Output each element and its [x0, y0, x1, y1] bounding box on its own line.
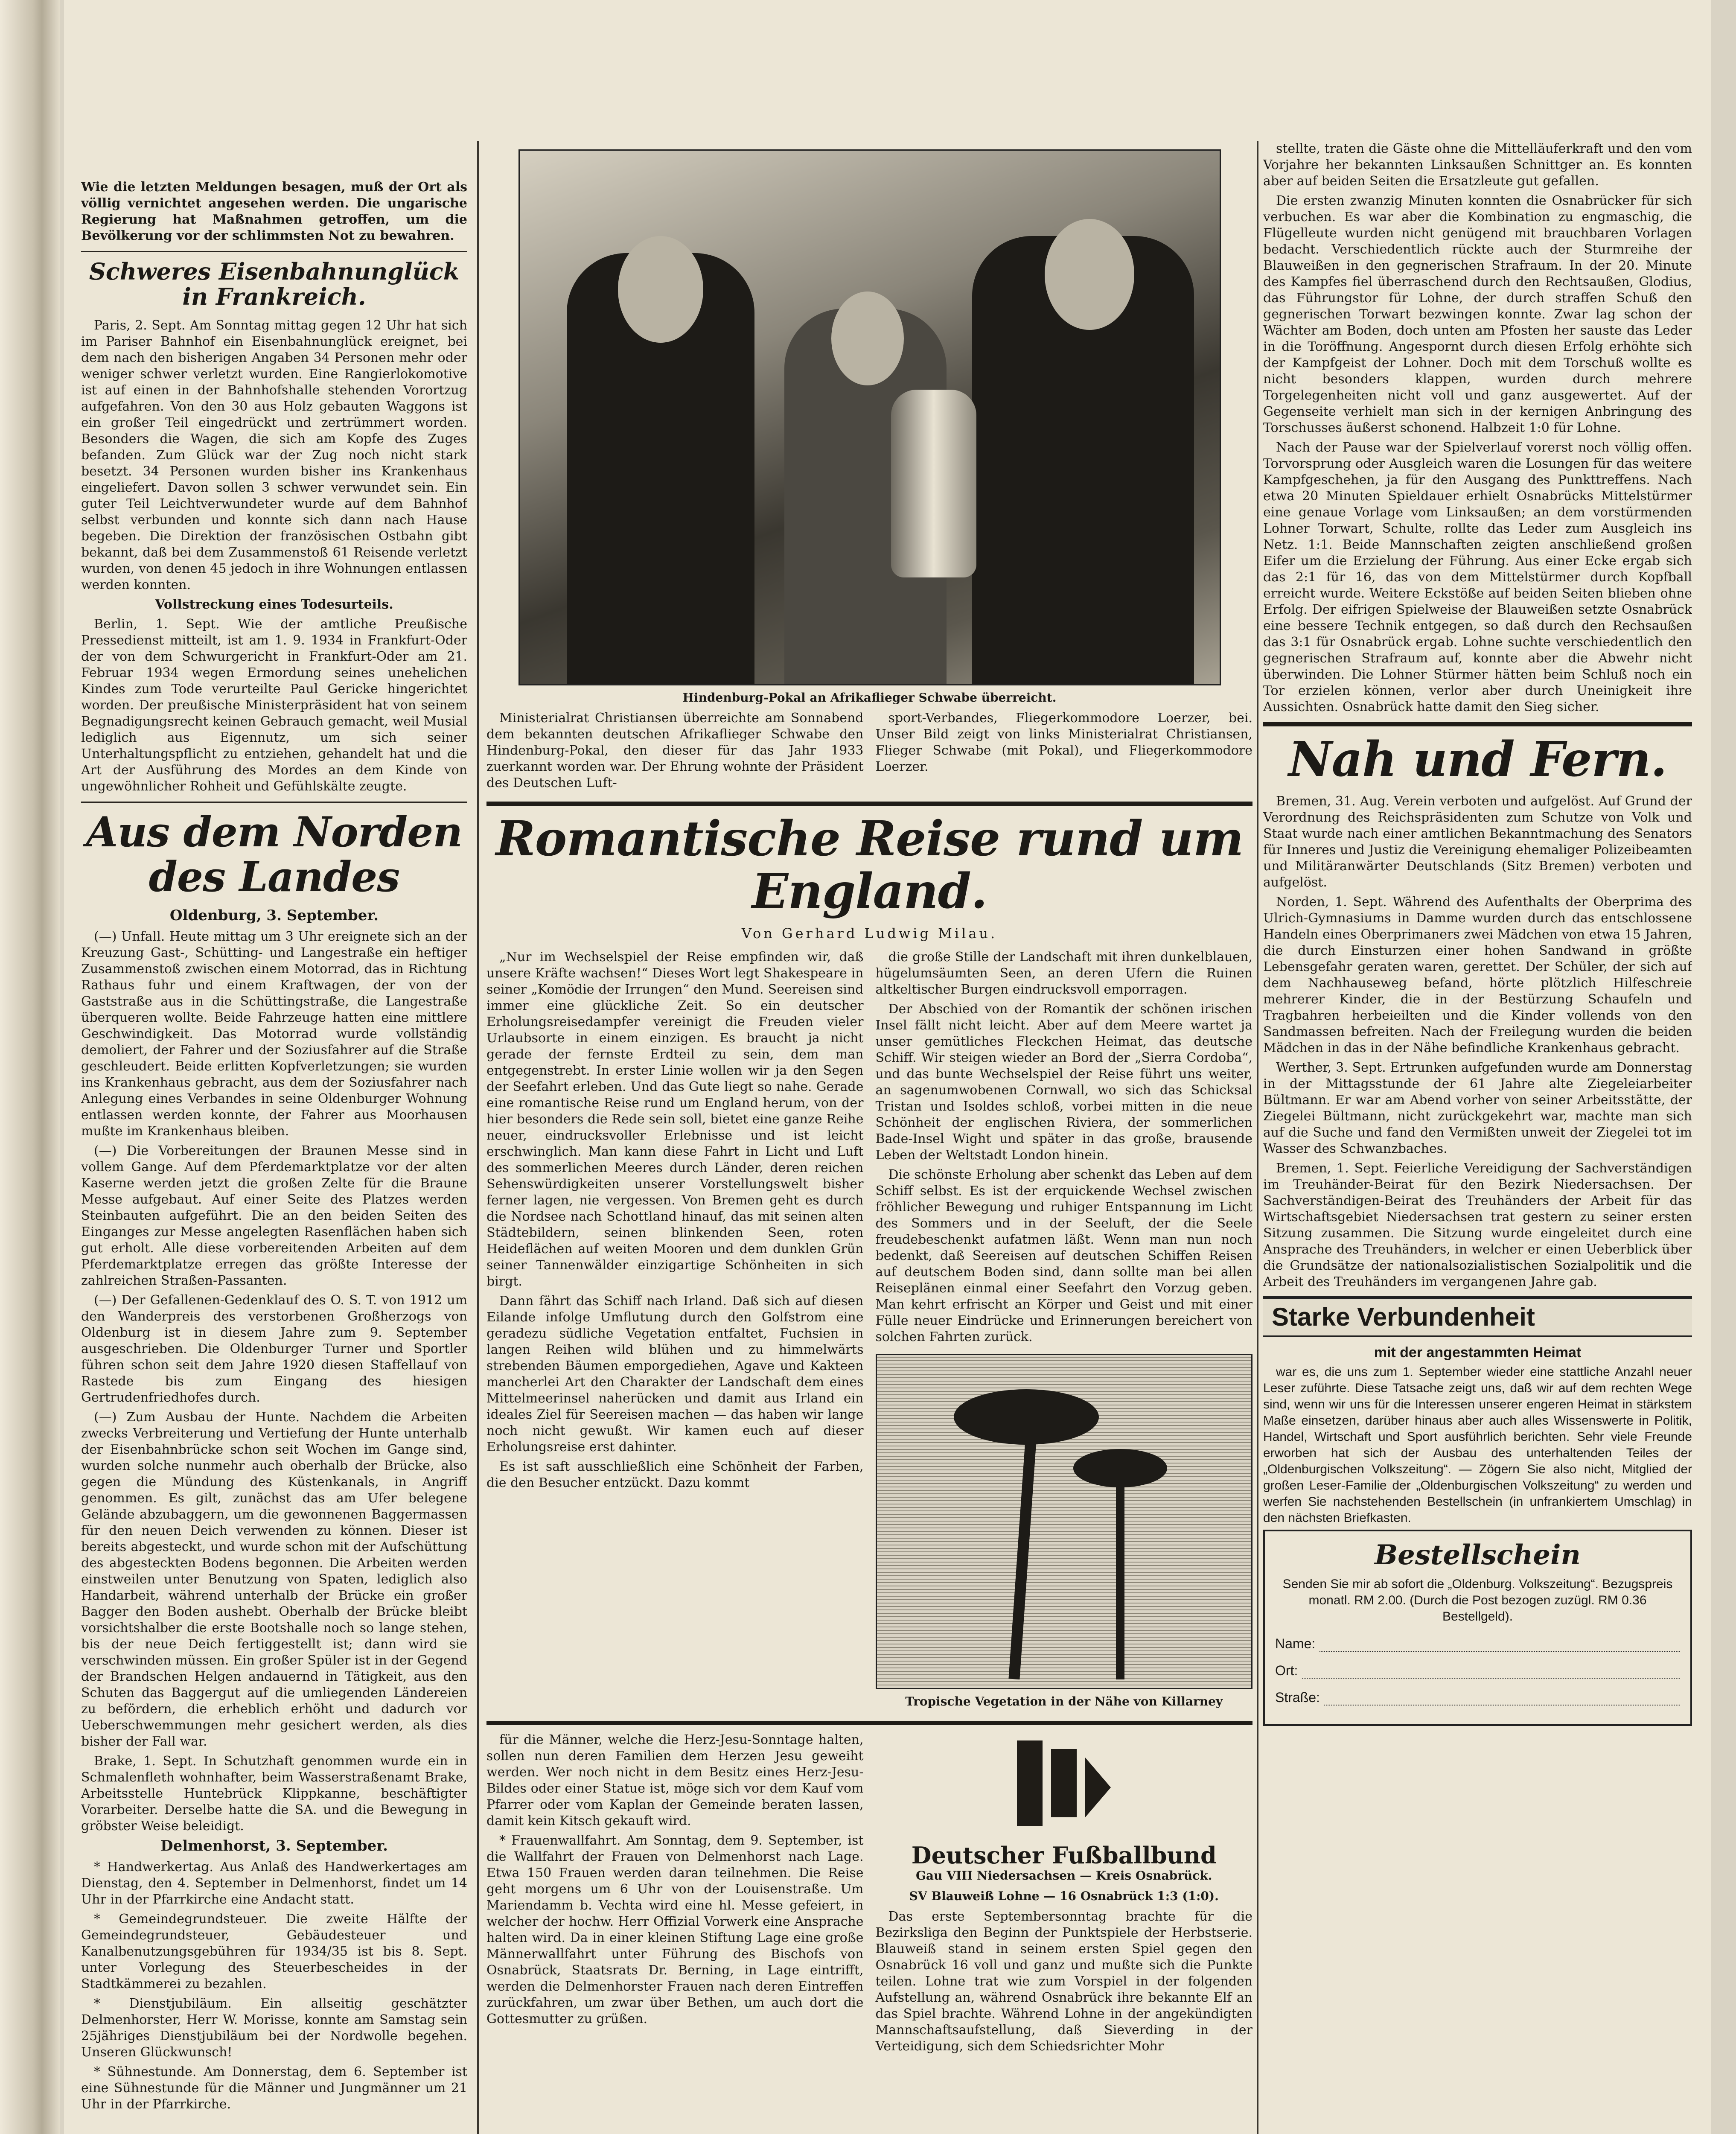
article-paragraph: Bremen, 1. Sept. Feierliche Vereidigung der Sachverständigen im Treuhänder-Beirat für den Bezirk Niedersachsen. Der Sachverständigen-Beirat des Treuhänders der Arbeit für das Wirtschaftsgebiet Niedersachsen trat gestern zu seiner ersten Sitzung zusammen. Die Sitzung wurde eingeleitet durch eine Ansprache des Treuhänders, in welcher er einen Ueberblick über die Grundsätze der nationalsozialistischen Sozialpolitik und die Arbeit des Treuhänders im vergangenen Jahre gab.	[1263, 1161, 1692, 1290]
palm-crown	[1073, 1449, 1167, 1487]
article-paragraph: * Dienstjubiläum. Ein allseitig geschätzter Delmenhorster, Herr W. Morisse, konnte am Samstag sein 25jähriges Dienstjubiläum bei der Nordwolle begehen. Unseren Glückwunsch!	[81, 1996, 467, 2060]
book-binding-edge	[0, 0, 60, 2134]
column-rule	[1257, 141, 1258, 2134]
photo-text-left: Ministerialrat Christiansen überreichte am Sonnabend dem bekannten deutschen Afrikaflieger Schwabe den Hindenburg-Pokal, den dieser für das Jahr 1933 zuerkannt worden war. Der Ehrung wohnte der Präsident des Deutschen Luft-	[486, 711, 864, 790]
ad-text: war es, die uns zum 1. September wieder eine stattliche Anzahl neuer Leser zuführte. Diese Tatsache zeigt uns, daß wir auf dem rechten Wege sind, wenn wir uns für die Interessen unserer engeren Heimat in stärkstem Maße einsetzen, darüber hinaus aber auch alles Wissenswerte in Politik, Handel, Wirtschaft und Sport ausführlich berichten. Sehr viele Freunde erworben hat sich der Ausbau des unterhaltenden Teiles der „Oldenburgischen Volkszeitung“. — Zögern Sie also nicht, Mitglied der großen Leser-Familie der „Oldenburgischen Volkszeitung“ zu werden und werfen Sie nachstehenden Bestellschein (in unfrankiertem Umschlag) in den nächsten Briefkasten.	[1263, 1365, 1692, 1525]
intro-paragraph: Wie die letzten Meldungen besagen, muß der Ort als völlig vernichtet angesehen werden. Die ungarische Regierung hat Maßnahmen getroffen, um die Bevölkerung vor der schlimmsten Not zu bewahren.	[81, 180, 467, 243]
strasse-line[interactable]	[1324, 1692, 1680, 1705]
dfb-district: Gau VIII Niedersachsen — Kreis Osnabrück.	[916, 1869, 1212, 1883]
photo-face	[618, 236, 703, 343]
article-paragraph: Paris, 2. Sept. Am Sonntag mittag gegen 12 Uhr hat sich im Pariser Bahnhof ein Eisenbahnunglück ereignet, bei dem nach den bisherigen Angaben 34 Personen mehr oder weniger schwer verletzt wurden. Eine Rangierlokomotive ist auf einen in der Bahnhofshalle stehenden Vorortzug aufgefahren. Von den 30 aus Holz gebauten Waggons ist ein großer Teil eingedrückt und zertrümmert worden. Besonders die Wagen, die sich am Kopfe des Zuges befanden. Zum Glück war der Zug noch nicht stark besetzt. 34 Personen wurden bisher ins Krankenhaus eingeliefert. Davon sollen 3 schwer verwundet sein. Ein guter Teil Leichtverwundeter wurde auf dem Bahnhof selbst verbunden und konnte sich dann nach Hause begeben. Die Direktion der französischen Ostbahn gibt bekannt, daß bei dem Zusammenstoß 61 Reisende verletzt wurden, von denen 45 jedoch in ihre Wohnungen entlassen werden konnten.	[81, 318, 467, 592]
article-paragraph: * Handwerkertag. Aus Anlaß des Handwerkertages am Dienstag, den 4. September in Delmenhorst, findet um 14 Uhr in der Pfarrkirche eine Andacht statt.	[81, 1859, 467, 1907]
headline-railway-accident: Schweres Eisenbahnunglück in Frankreich.	[89, 258, 460, 311]
article-england	[486, 949, 1252, 1714]
photo-face	[1045, 219, 1134, 330]
palm-illustration	[876, 1354, 1253, 1689]
ort-field[interactable]	[1275, 1663, 1680, 1679]
palm-crown	[954, 1389, 1099, 1445]
photo-face	[831, 292, 904, 385]
strasse-label: Straße:	[1275, 1690, 1320, 1705]
article-paragraph: Dann fährt das Schiff nach Irland. Daß sich auf diesen Eilande infolge Umflutung durch den Golfstrom eine geradezu südliche Vegetation entfaltet, Fuchsien in langen Reihen wild blühen und zu himmelwärts strebenden Bäumen emporgediehen, Agave und Kakteen mancherlei Art den Charakter der Landschaft dem eines Mittelmeerinsel naherücken und damit aus Irland ein ideales Ziel für Seereisen machen — das haben wir lange noch nicht gewußt. Wir kamen euch auf dieser Erholungsreise erst dahinter.	[486, 1294, 864, 1455]
dfb-name: Deutscher Fußballbund	[911, 1842, 1217, 1869]
article-paragraph: die große Stille der Landschaft mit ihren dunkelblauen, hügelumsäumten Seen, an deren Ufern die Ruinen altkeltischer Burgen eindrucksvoll emporragen.	[875, 950, 1252, 997]
article-paragraph: * Frauenwallfahrt. Am Sonntag, dem 9. September, ist die Wallfahrt der Frauen von Delmenhorst nach Lage. Etwa 150 Frauen werden daran teilnehmen. Die Reise geht morgens um 6 Uhr von der Louisenstraße. Um Mariendamm b. Vechta wird eine hl. Messe gefeiert, in welcher der hochw. Herr Offizial Vorwerk eine Ansprache halten wird. Da in einer kleinen Stiftung Lage eine große Männerwallfahrt unter Führung des Bischofs von Osnabrück, Staatsrats Dr. Berning, in Lage eintrifft, werden die Delmenhorster Frauen nach deren Eintreffen zurückfahren, um zwar über Bethen, um auch dort die Gottesmutter zu grüßen.	[486, 1833, 864, 2027]
article-paragraph: für die Männer, welche die Herz-Jesu-Sonntage halten, sollen nun deren Familien dem Herzen Jesu geweiht werden. Wer noch nicht in dem Besitz eines Herz-Jesu-Bildes oder einer Statue ist, möge sich vor dem Kauf vom Pfarrer oder vom Kaplan der Gemeinde beraten lassen, damit kein Kitsch gekauft wird.	[486, 1732, 864, 1829]
article-paragraph: stellte, traten die Gäste ohne die Mittelläuferkraft und den vom Vorjahre her bekannten Linksaußen Schnittger an. Es konnten aber auf beiden Seiten die Ersatzleute gut gefallen.	[1263, 141, 1692, 189]
column-center	[486, 141, 1252, 2134]
article-paragraph: (—) Zum Ausbau der Hunte. Nachdem die Arbeiten zwecks Verbreiterung und Vertiefung der Hunte unterhalb der Eisenbahnbrücke schon seit Wochen im Gange sind, wurden solche nunmehr auch oberhalb der Brücke, also gegen die Mündung des Küstenkanals, in Angriff genommen. Es gilt, zunächst das am Ufer belegene Gelände abzubaggern, um die gewonnenen Baggermassen für den neuen Deich verwenden zu können. Dieser ist bereits abgesteckt, und wurde schon mit der Aufschüttung des abgesteckten Bodens begonnen. Die Arbeiten werden einstweilen unter Benutzung von Spaten, lediglich also Handarbeit, während unterhalb der Brücke ein großer Bagger den Boden aushebt. Oberhalb der Brücke bleibt vorsichtshalber die erste Bootshalle noch so lange stehen, bis der neue Deich fertiggestellt ist; dann wird sie verschwinden müssen. Ein großer Spüler ist in der Gegend der Brandschen Helgen andauernd in Tätigkeit, aus den Schuten das Baggergut auf die umliegenden Ländereien zu befördern, die erheblich erhöht und dadurch vor Ueberschwemmungen mehr gesichert werden, als dies bisher der Fall war.	[81, 1409, 467, 1749]
match-result: SV Blauweiß Lohne — 16 Osnabrück 1:3 (1:0).	[909, 1889, 1219, 1904]
order-form-title: Bestellschein	[1375, 1539, 1581, 1571]
divider	[81, 251, 467, 252]
ort-line[interactable]	[1302, 1665, 1680, 1679]
ad-headline: Starke Verbundenheit	[1263, 1296, 1692, 1337]
ort-label: Ort:	[1275, 1663, 1298, 1679]
divider	[486, 1721, 1252, 1725]
column-left	[81, 179, 467, 2134]
article-paragraph: Werther, 3. Sept. Ertrunken aufgefunden wurde am Donnerstag in der Mittagsstunde der 61 Jahre alte Ziegeleiarbeiter Bültmann. Er war am Abend vorher von seiner Arbeitsstätte, der Ziegelei Bültmann, nicht zurückgekehrt war, machte man sich auf die Suche und fand den Vermißten unweit der Ziegelei tot im Wasser des Schwanzbaches.	[1263, 1060, 1692, 1157]
article-paragraph: (—) Der Gefallenen-Gedenklauf des O. S. T. von 1912 um den Wanderpreis des verstorbenen Großherzogs von Oldenburg ist in diesem Jahre zum 9. September ausgeschrieben. Die Oldenburger Turner und Sportler führen schon seit dem Jahre 1920 diesen Staffellauf von Rastede bis zum Eingang des hiesigen Gertrudenfriedhofes durch.	[81, 1292, 467, 1405]
column-rule	[477, 141, 479, 2134]
name-field[interactable]	[1275, 1636, 1680, 1652]
article-paragraph: Das erste Septembersonntag brachte für die Bezirksliga den Beginn der Punktspiele der Herbstserie. Blauweiß stand in seinem ersten Spiel gegen den Osnabrück 16 voll und ganz und mußte sich die Punkte teilen. Lohne trat wie zum Vorspiel in der folgenden Aufstellung an, während Osnabrück ihre bekannte Elf an das Spiel brachte. Während Lohne in der angekündigten Mannschaftsaufstellung, daß Sieverding in der Verteidigung, sich dem Schiedsrichter Mohr	[875, 1909, 1252, 2054]
trophy-cup	[891, 390, 976, 577]
palm-trunk	[1116, 1466, 1124, 1679]
dfb-eagle-icon	[1008, 1732, 1119, 1843]
article-paragraph: Die ersten zwanzig Minuten konnten die Osnabrücker für sich verbuchen. Es war aber die Kombination zu engmaschig, die Flügelleute wurden nicht genügend mit brauchbaren Vorlagen bedacht. Verschiedentlich rückte auch der Sturmreihe der Blauweißen in den gegnerischen Strafraum. In der 20. Minute des Kampfes fiel überraschend durch den Rechtsaußen, Glodius, das Führungstor für Lohne, der durch straffen Schuß den gegnerischen Torwart bezwingen konnte. Zwar lag schon der Wächter am Boden, doch unten am Pfosten her sauste das Leder in die Toröffnung. Angespornt durch diesen Erfolg erhöhte sich der Kampfgeist der Lohner. Doch mit dem Torschuß wollte es nicht besonders klappen, wurden durch mehrere Torgelegenheiten nicht voll und ganz ausgewertet. Auf der Gegenseite verhielt man sich in der kernigen Anbringung des Torschusses äußerst schonend. Halbzeit 1:0 für Lohne.	[1263, 193, 1692, 435]
order-form[interactable]	[1263, 1530, 1692, 1726]
photo-text	[486, 710, 1252, 795]
dateline-delmenhorst: Delmenhorst, 3. September.	[160, 1837, 388, 1854]
article-paragraph: Der Abschied von der Romantik der schönen irischen Insel fällt nicht leicht. Aber auf dem Meere wartet ja unser gemütliches Fleckchen Heimat, das deutsche Schiff. Wir steigen wieder an Bord der „Sierra Cordoba“, und das bunte Wechselspiel der Reise führt uns weiter, an sagenumwobenen Cornwall, wo sich das Schicksal Tristan und Isoldes schloß, vorbei mitten in die neue Schönheit der englischen Riviera, der sommerlichen Bade-Insel Wight und später in das große, brausende Leben der Weltstadt London hinein.	[875, 1002, 1252, 1163]
headline-nah-und-fern: Nah und Fern.	[1288, 732, 1667, 787]
article-paragraph: * Sühnestunde. Am Donnerstag, dem 6. September ist eine Sühnestunde für die Männer und Jungmänner um 21 Uhr in der Pfarrkirche.	[81, 2064, 467, 2112]
article-paragraph: „Nur im Wechselspiel der Reise empfinden wir, daß unsere Kräfte wachsen!“ Dieses Wort legt Shakespeare in seiner „Komödie der Irrungen“ den Mund. Seereisen sind immer eine glückliche Zeit. So ein deutscher Erholungsreisedampfer vereinigt die Freuden vieler Urlaubsorte in einem einzigen. Es braucht ja nicht gerade der fernste Erdteil zu sein, dem man entgegenstrebt. In erster Linie wollen wir ja den Segen der Seefahrt erleben. Und das Gute liegt so nahe. Gerade eine romantische Reise rund um England herum, von der hier besonders die Rede sein soll, bietet eine ganze Reihe neuer, eindrucksvoller Erlebnisse und ist leicht erschwinglich. Man kann diese Fahrt in Licht und Luft des sommerlichen Meeres durch Länder, deren reichen Sehenswürdigkeiten unserer Vorstellungswelt bisher ferner lagen, nie vergessen. Von Bremen geht es durch die Nordsee nach Schottland hinauf, das mit seinen alten Städtebildern, seinen blinkenden Seen, roten Heideflächen auf weiten Mooren und dem dunklen Grün seiner Tannenwälder einzigartige Schönheiten in sich birgt.	[486, 950, 864, 1289]
divider	[486, 802, 1252, 806]
strasse-field[interactable]	[1275, 1690, 1680, 1705]
article-paragraph: Bremen, 31. Aug. Verein verboten und aufgelöst. Auf Grund der Verordnung des Reichspräsidenten zum Schutze von Volk und Staat wurde nach einer amtlichen Bekanntmachung des Senators für Inneres und Justiz die Vereinigung ehemaliger Polizeibeamten und Militäranwärter Deutschlands (Sitz Bremen) verboten und aufgelöst.	[1263, 794, 1692, 890]
dfb-logo	[1008, 1732, 1119, 1843]
ad-lead: mit der angestammten Heimat	[1374, 1344, 1582, 1361]
order-form-text: Senden Sie mir ab sofort die „Oldenburg. Volkszeitung“. Bezugspreis monatl. RM 2.00. (Durch die Post bezogen zuzügl. RM 0.36 Bestellgeld).	[1282, 1577, 1673, 1624]
palm-trunk	[1008, 1415, 1038, 1679]
dateline-oldenburg: Oldenburg, 3. September.	[169, 907, 379, 924]
headline-england: Romantische Reise rund um England.	[495, 811, 1244, 920]
article-paragraph: Die schönste Erholung aber schenkt das Leben auf dem Schiff selbst. Es ist der erquickende Wechsel zwischen fröhlicher Bewegung und ruhiger Entspannung im Licht des Sommers und in der Seeluft, der die Seele freudebeschenkt aufatmen läßt. Wenn man nun noch bedenkt, daß Seereisen auf deutschen Schiffen Reisen auf deutschem Boden sind, dann sollte man bei allen Reiseplänen einmal einer Seefahrt den Vorzug geben. Man kehrt erfrischt an Körper und Geist und mit einer Fülle neuer Eindrücke und Erinnerungen bereichert von solchen Fahrten zurück.	[875, 1167, 1252, 1345]
article-paragraph: Brake, 1. Sept. In Schutzhaft genommen wurde ein in Schmalenfleth wohnhafter, beim Wasserstraßenamt Brake, Arbeitsstelle Huntebrück Klippkanne, beschäftigter Vorarbeiter. Derselbe hatte die SA. und die Bewegung in gröbster Weise beleidigt.	[81, 1753, 467, 1834]
illustration-caption: Tropische Vegetation in der Nähe von Killarney	[905, 1694, 1223, 1709]
article-paragraph: * Gemeindegrundsteuer. Die zweite Hälfte der Gemeindegrundsteuer, Gebäudesteuer und Kanalbenutzungsgebühren für 1934/35 ist bis 8. Sept. unter Vorlegung des Steuerbescheides in der Stadtkämmerei zu bezahlen.	[81, 1911, 467, 1991]
article-paragraph: (—) Unfall. Heute mittag um 3 Uhr ereignete sich an der Kreuzung Gast-, Schütting- und Langestraße ein heftiger Zusammenstoß zwischen einem Motorrad, das in Richtung Rathaus fuhr und einem Kraftwagen, der von der Gaststraße aus in die Schüttingstraße, die Langestraße überqueren wollte. Beide Fahrzeuge hatten eine mittlere Geschwindigkeit. Das Motorrad wurde vollständig demoliert, der Fahrer und der Soziusfahrer auf die Straße geschleudert. Beide erlitten Kopfverletzungen; sie wurden ins Krankenhaus gebracht, aus dem der Soziusfahrer nach Anlegung eines Verbandes in seine Oldenburger Wohnung entlassen werden konnte, der Fahrer aus Moorhausen mußte im Krankenhaus bleiben.	[81, 929, 467, 1139]
divider	[81, 802, 467, 803]
column-right	[1263, 141, 1692, 2134]
name-label: Name:	[1275, 1636, 1316, 1652]
article-paragraph: Berlin, 1. Sept. Wie der amtliche Preußische Pressedienst mitteilt, ist am 1. 9. 1934 in Frankfurt-Oder der von dem Schwurgericht in Frankfurt-Oder am 21. Februar 1934 wegen Ermordung seines unehelichen Kindes zum Tode verurteilte Paul Gericke hingerichtet worden. Der preußische Ministerpräsident hat von seinem Begnadigungsrecht keinen Gebrauch gemacht, weil Musial lediglich aus Eigennutz, um sich seiner Unterhaltungspflicht zu entziehen, gehandelt hat und die Art der Ausführung des Mordes an dem Kinde von ungewöhnlicher Rohheit und Gefühlskälte zeugte.	[81, 616, 467, 794]
subheadline-execution: Vollstreckung eines Todesurteils.	[155, 597, 393, 612]
headline-north: Aus dem Norden des Landes	[86, 808, 463, 901]
name-line[interactable]	[1319, 1638, 1680, 1652]
article-paragraph: Es ist saft ausschließlich eine Schönheit der Farben, die den Besucher entzückt. Dazu kommt	[486, 1459, 864, 1491]
photo-caption: Hindenburg-Pokal an Afrikaflieger Schwabe überreicht.	[682, 691, 1057, 705]
article-paragraph: Nach der Pause war der Spielverlauf vorerst noch völlig offen. Torvorsprung oder Ausgleich waren die Losungen für das weitere Kampfgeschehen, ja für den Ausgang des Punkttreffens. Nach etwa 20 Minuten Spieldauer erhielt Osnabrücks Mittelstürmer eine genaue Vorlage vom Linksaußen; an dem vorstürmenden Lohner Torwart, Schulte, rollte das Leder zum Ausgleich ins Netz. 1:1. Beide Mannschaften zeigten anschließend großen Eifer um die Erzielung der Führung. Aus einer Ecke ergab sich das 2:1 für 16, das von dem Mittelstürmer durch Kopfball erreicht wurde. Weitere Eckstöße auf beiden Seiten blieben ohne Erfolg. Der eifrigen Spielweise der Blauweißen setzte Osnabrück eine bessere Technik entgegen, so daß durch den Rechsaußen das 3:1 für Osnabrück ergab. Lohne suchte verschiedentlich den gegnerischen Strafraum auf, konnte aber die Abwehr nicht überwinden. Die Lohner Stürmer hätten beim Schluß noch ein Tor erzielen können, verlor aber durch Uneinigkeit ihre Aussichten. Osnabrück hatte damit den Sieg sicher.	[1263, 440, 1692, 714]
article-paragraph: (—) Die Vorbereitungen der Braunen Messe sind in vollem Gange. Auf dem Pferdemarktplatze vor der alten Kaserne werden jetzt die großen Zelte für die Braune Messe aufgebaut. Auf einer Seite des Platzes werden Steinbauten aufgeführt. Die an den beiden Seiten des Einganges zur Messe angelegten Rasenflächen haben sich gut erholt. Alle diese vorbereitenden Arbeiten auf dem Pferdemarktplatze erregen das größte Interesse der zahlreichen Straßen-Passanten.	[81, 1143, 467, 1288]
news-photo	[518, 149, 1221, 685]
article-paragraph: Norden, 1. Sept. Während des Aufenthalts der Oberprima des Ulrich-Gymnasiums in Damme wurden durch das entschlossene Handeln eines Oberprimaners zwei Mädchen von etwa 15 Jahren, die durch Einsturzen einer hohen Sandwand in größte Lebensgefahr geraten waren, gerettet. Der Schüler, der sich auf dem Nachhauseweg befand, hörte plötzlich Hilfeschreie mehrerer Kinder, die in der Bestürzung Schaufeln und Tragbahren herbeieilten und die Kinder vollends von den Sandmassen befreiten. Nach der Freilegung wurden die beiden Mädchen in das in der Nähe befindliche Krankenhaus gebracht.	[1263, 895, 1692, 1056]
lower-center	[486, 1732, 1252, 2058]
photo-text-right: sport-Verbandes, Fliegerkommodore Loerzer, bei. Unser Bild zeigt von links Ministerialrat Christiansen, Flieger Schwabe (mit Pokal), und Fliegerkommodore Loerzer.	[875, 711, 1252, 774]
byline: Von Gerhard Ludwig Milau.	[741, 925, 998, 942]
divider	[1263, 722, 1692, 726]
